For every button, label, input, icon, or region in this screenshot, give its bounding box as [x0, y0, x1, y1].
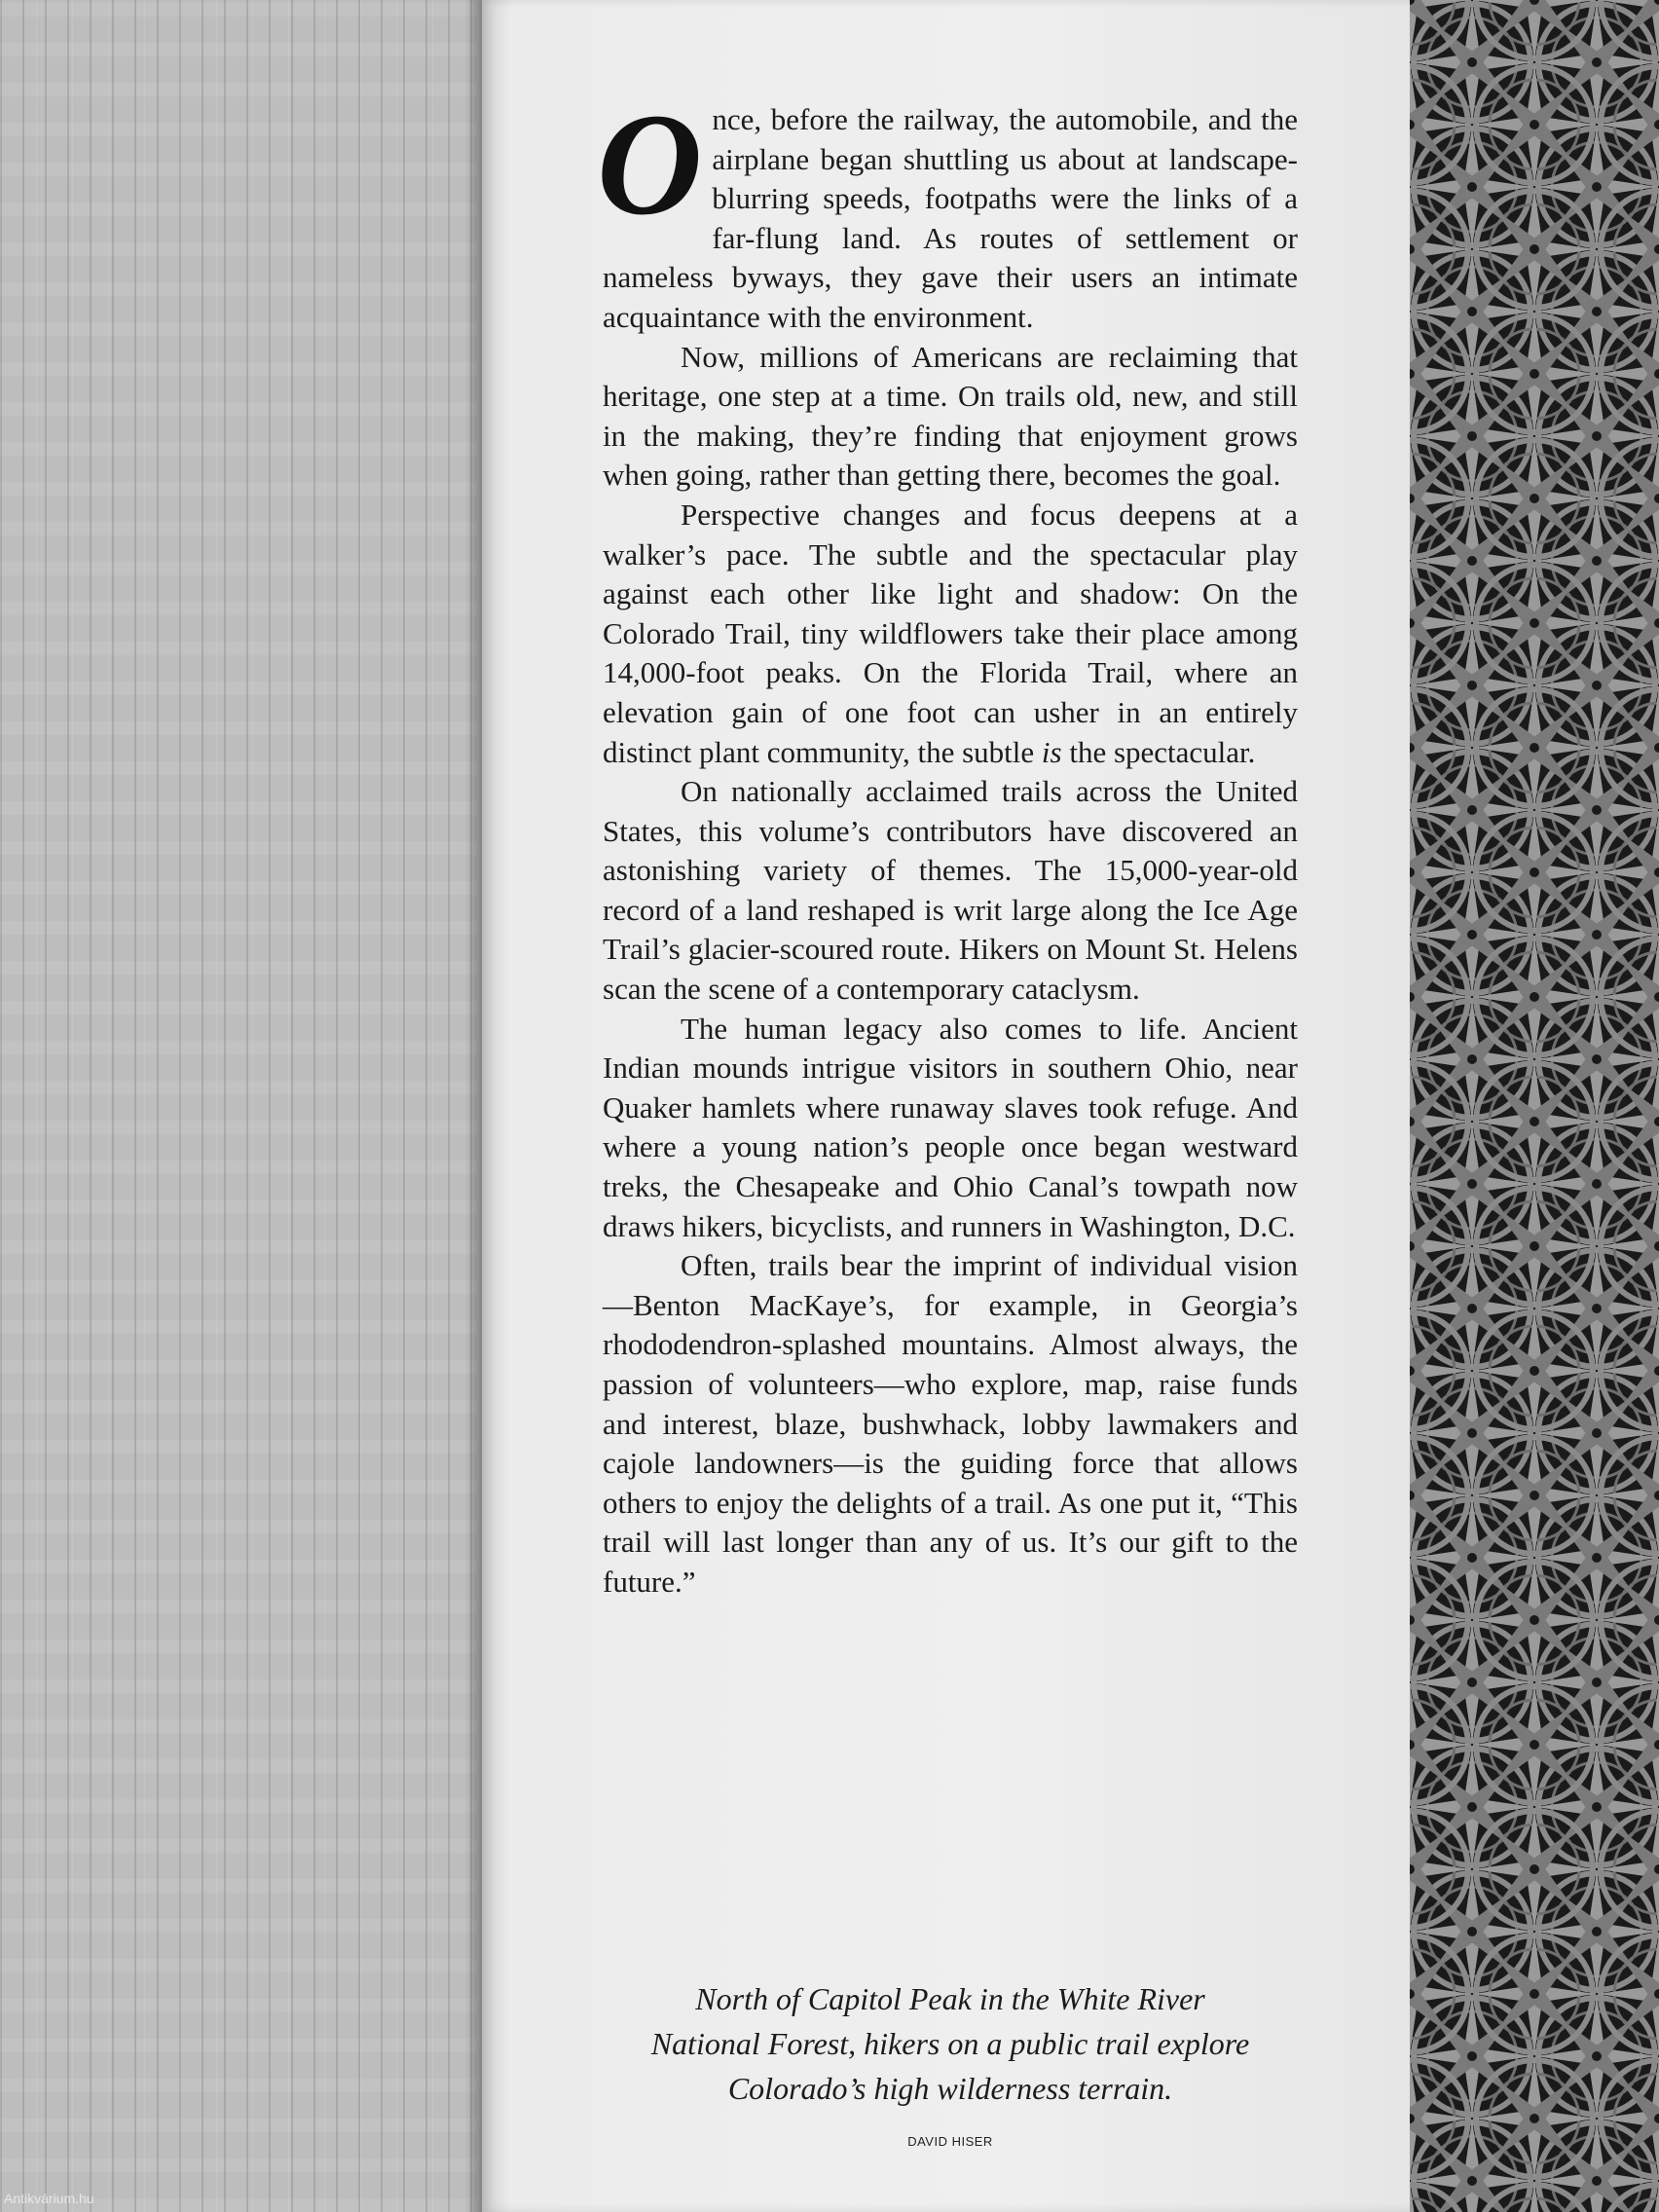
paragraph-5: The human legacy also comes to life. Ancient Indian mounds intrigue visitors in southern Ohio, near Quaker hamlets where runaway slaves took refuge. And where a young nation’s people once began westward treks, the Chesapeake and Ohio Canal’s towpath now draws hikers, bicyclists, and runners in Washington, D.C. [603, 1011, 1298, 1243]
paragraph-3-text-a: Perspective changes and focus deepens at a walker’s pace. The subtle and the spectacular play against each other like light and shadow: On the Colorado Trail, tiny wildflowers take their place among 14,000-foot peaks. On the Florida Trail, where an elevation gain of one foot can usher in an entirely distinct plant community, the subtle [603, 497, 1298, 769]
watermark: Antikvárium.hu [4, 2191, 94, 2206]
photo-caption [603, 1976, 1298, 2111]
article-body [597, 84, 1298, 1603]
paragraph-2: Now, millions of Americans are reclaiming that heritage, one step at a time. On trails old, new, and still in the making, they’re finding that enjoyment grows when going, rather than getting there, becomes the goal. [603, 339, 1298, 493]
paragraph-3 [603, 496, 1298, 772]
caption-line-1: North of Capitol Peak in the White River [695, 1981, 1205, 2016]
compass-rose-icon [1410, 0, 1659, 2212]
compass-pattern-border [1410, 0, 1659, 2212]
paragraph-6: Often, trails bear the imprint of individual vision—Benton MacKaye’s, for example, in Georgia’s rhododendron-splashed mountains. Almost always, the passion of volunteers—who explore, map, raise funds and interest, blaze, bushwhack, lobby lawmakers and cajole landowners—is the guiding force that allows others to enjoy the delights of a trail. As one put it, “This trail will last longer than any of us. It’s our gift to the future.” [603, 1248, 1298, 1599]
paragraph-1-text: nce, before the railway, the automobile, and the airplane began shuttling us about at landscape-blurring speeds, footpaths were the links of a far-flung land. As routes of settlement or nameless byways, they gave their users an intimate acquaintance with the environment. [603, 102, 1298, 334]
paragraph-3-emphasis: is [1041, 734, 1062, 769]
paragraph-1 [597, 84, 1298, 338]
drop-cap: O [597, 84, 703, 245]
caption-line-3: Colorado’s high wilderness terrain. [727, 2071, 1173, 2106]
paragraph-3-text-b: the spectacular. [1061, 734, 1256, 769]
desk-background [0, 0, 477, 2212]
paragraph-4: On nationally acclaimed trails across the United States, this volume’s contributors have discovered an astonishing variety of themes. The 15,000-year-old record of a land reshaped is writ large along the Ice Age Trail’s glacier-scoured route. Hikers on Mount St. Helens scan the scene of a contemporary cataclysm. [603, 774, 1298, 1007]
photo-credit: DAVID HISER [907, 2134, 993, 2149]
caption-line-2: National Forest, hikers on a public trail explore [650, 2026, 1250, 2061]
